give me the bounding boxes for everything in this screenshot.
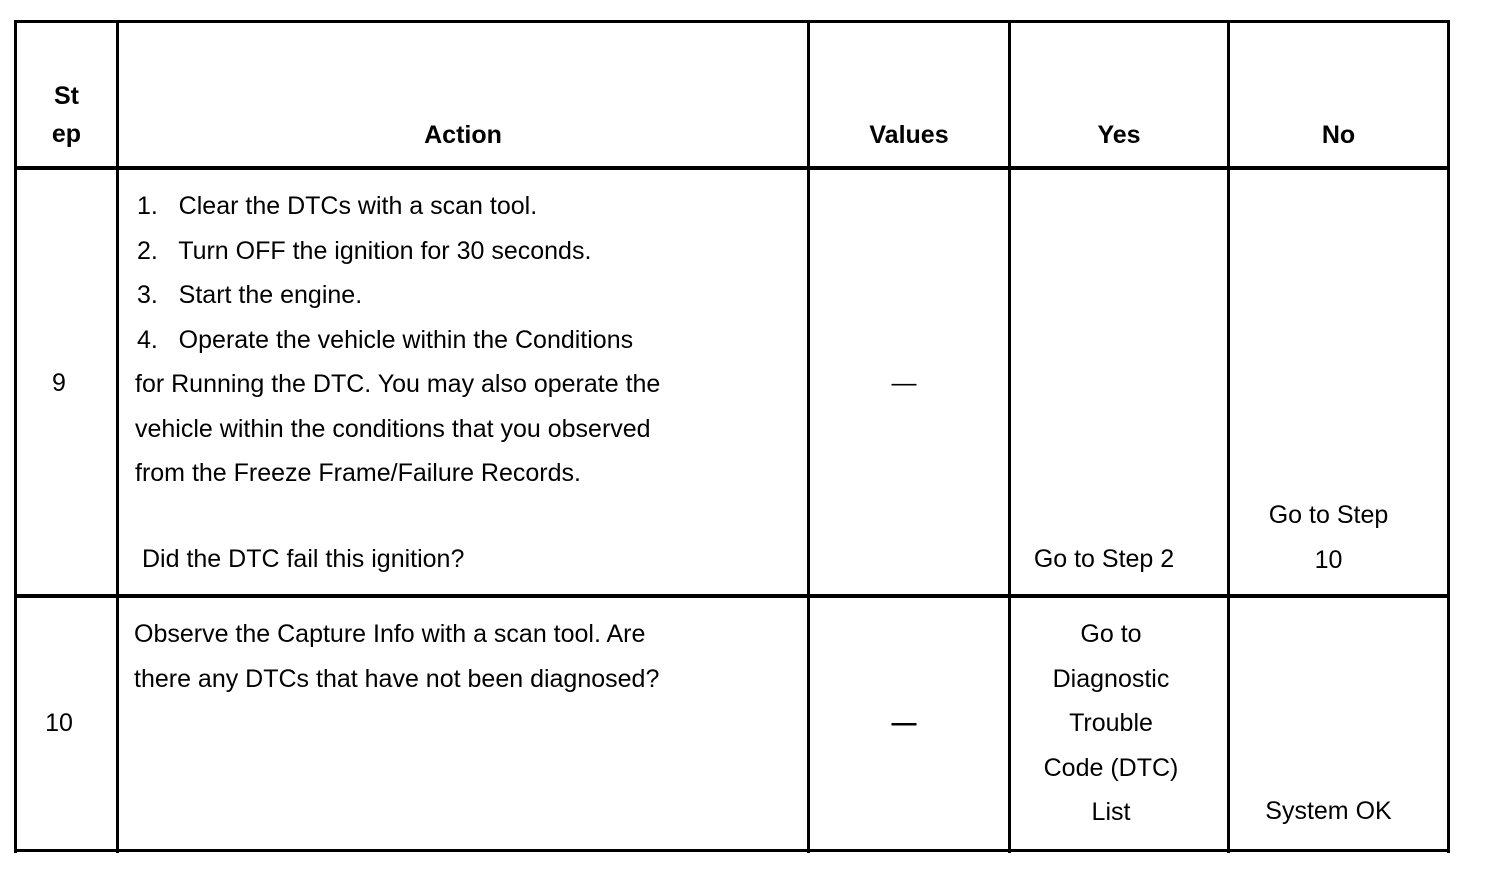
- table-border-right: [1447, 20, 1450, 853]
- row-10-yes: Go to Diagnostic Trouble Code (DTC) List: [1043, 620, 1179, 826]
- row-10-no: System OK: [1265, 797, 1392, 825]
- row-9-no: Go to Step 10: [1268, 501, 1389, 574]
- header-divider: [14, 166, 1450, 170]
- row-9-step: 9: [52, 369, 66, 397]
- row-9-action-step-2: 2. Turn OFF the ignition for 30 seconds.: [137, 237, 592, 265]
- row-9-action-continuation: for Running the DTC. You may also operate the vehicle within the conditions that you observed from the Freeze Frame/Failure Records.: [135, 370, 661, 487]
- header-yes: Yes: [1097, 121, 1141, 149]
- row-10-action: Observe the Capture Info with a scan tool. Are there any DTCs that have not been diagnosed?: [134, 620, 660, 693]
- row-9-action-question: Did the DTC fail this ignition?: [142, 545, 465, 573]
- header-no: No: [1321, 121, 1356, 149]
- row-9-yes: Go to Step 2: [1033, 545, 1175, 573]
- row-10-values: —: [891, 709, 917, 737]
- table-border-top: [14, 20, 1450, 23]
- header-action: Action: [424, 121, 502, 149]
- row-9-action-step-4: 4. Operate the vehicle within the Conditions: [137, 326, 634, 354]
- header-step: St ep: [51, 82, 82, 148]
- row-9-values: —: [891, 369, 917, 397]
- row-10-step: 10: [45, 709, 73, 737]
- table-border-bottom: [14, 849, 1450, 852]
- row-9-action-step-1: 1. Clear the DTCs with a scan tool.: [137, 192, 538, 220]
- row-divider: [14, 594, 1450, 598]
- header-values: Values: [869, 121, 949, 149]
- row-9-action-step-3: 3. Start the engine.: [137, 281, 363, 309]
